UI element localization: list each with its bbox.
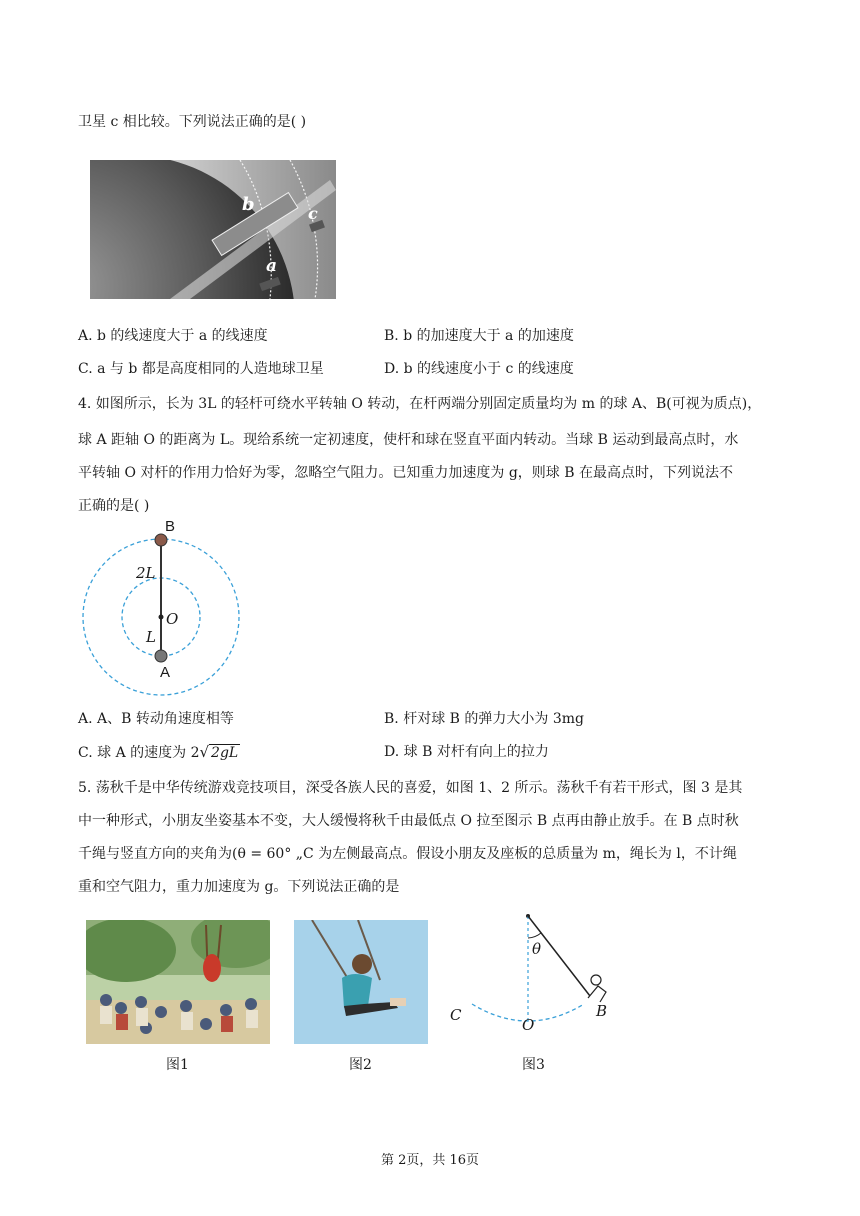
rod-figure (76, 518, 246, 704)
q4-option-c-radicand: 2gL (211, 745, 239, 761)
rod-label-o: O (166, 610, 179, 628)
swing-painting-figure (86, 920, 270, 1044)
q4-stem-line-3: 平转轴 O 对杆的作用力恰好为零，忽略空气阻力。已知重力加速度为 g，则球 B 在最高点时，下列说法不 (78, 465, 733, 481)
q4-option-c[interactable] (78, 742, 240, 763)
q4-option-c-prefix: C. 球 A 的速度为 2 (78, 745, 200, 761)
q3-option-a[interactable]: A. b 的线速度大于 a 的线速度 (78, 328, 268, 344)
satellite-figure (90, 160, 336, 299)
swing-diagram-figure (448, 912, 618, 1034)
q5-stem-line-3: 千绳与竖直方向的夹角为(θ = 60° „C 为左侧最高点。假设小朋友及座板的总质量为 m，绳长为 l，不计绳 (78, 846, 737, 862)
rod-label-2l: 2L (136, 564, 156, 582)
q3-option-d[interactable]: D. b 的线速度小于 c 的线速度 (384, 361, 574, 377)
swing-label-b: B (596, 1002, 608, 1020)
q4-stem-line-2: 球 A 距轴 O 的距离为 L。现给系统一定初速度，使杆和球在竖直平面内转动。当球 B 运动到最高点时，水 (78, 432, 739, 448)
satellite-label-a: a (266, 256, 278, 276)
caption-figure-2: 图2 (349, 1057, 372, 1073)
q4-option-b[interactable]: B. 杆对球 B 的弹力大小为 3mg (384, 711, 584, 727)
rod-label-b: B (165, 518, 176, 535)
page-footer: 第 2页，共 16页 (380, 1153, 480, 1168)
satellite-label-c: c (308, 204, 318, 223)
swing-label-theta: θ (532, 940, 542, 958)
q3-option-c[interactable]: C. a 与 b 都是高度相同的人造地球卫星 (78, 361, 324, 377)
q5-stem-line-2: 中一种形式，小朋友坐姿基本不变，大人缓慢将秋千由最低点 O 拉至图示 B 点再由静止放手。在 B 点时秋 (78, 813, 739, 829)
child-swing-figure (294, 920, 428, 1044)
q4-stem-line-4: 正确的是( ) (78, 498, 150, 514)
q3-stem-end: 卫星 c 相比较。下列说法正确的是( ) (78, 114, 307, 130)
sqrt-sign: √ (199, 743, 210, 761)
rod-label-l: L (146, 628, 156, 646)
q5-stem-line-4: 重和空气阻力，重力加速度为 g。下列说法正确的是 (78, 879, 400, 895)
q4-option-d[interactable]: D. 球 B 对杆有向上的拉力 (384, 744, 549, 760)
q4-option-a[interactable]: A. A、B 转动角速度相等 (78, 711, 234, 727)
swing-label-c: C (450, 1006, 462, 1024)
q5-stem-line-1: 5. 荡秋千是中华传统游戏竞技项目，深受各族人民的喜爱，如图 1、2 所示。荡秋千有若干形式，图 3 是其 (78, 780, 743, 796)
satellite-label-b: b (242, 194, 255, 215)
q3-option-b[interactable]: B. b 的加速度大于 a 的加速度 (384, 328, 574, 344)
q4-stem-line-1: 4. 如图所示，长为 3L 的轻杆可绕水平转轴 O 转动，在杆两端分别固定质量均为 m 的球 A、B(可视为质点)， (78, 396, 762, 412)
caption-figure-3: 图3 (522, 1057, 545, 1073)
rod-label-a: A (160, 664, 171, 681)
caption-figure-1: 图1 (166, 1057, 189, 1073)
swing-label-o: O (522, 1016, 535, 1034)
